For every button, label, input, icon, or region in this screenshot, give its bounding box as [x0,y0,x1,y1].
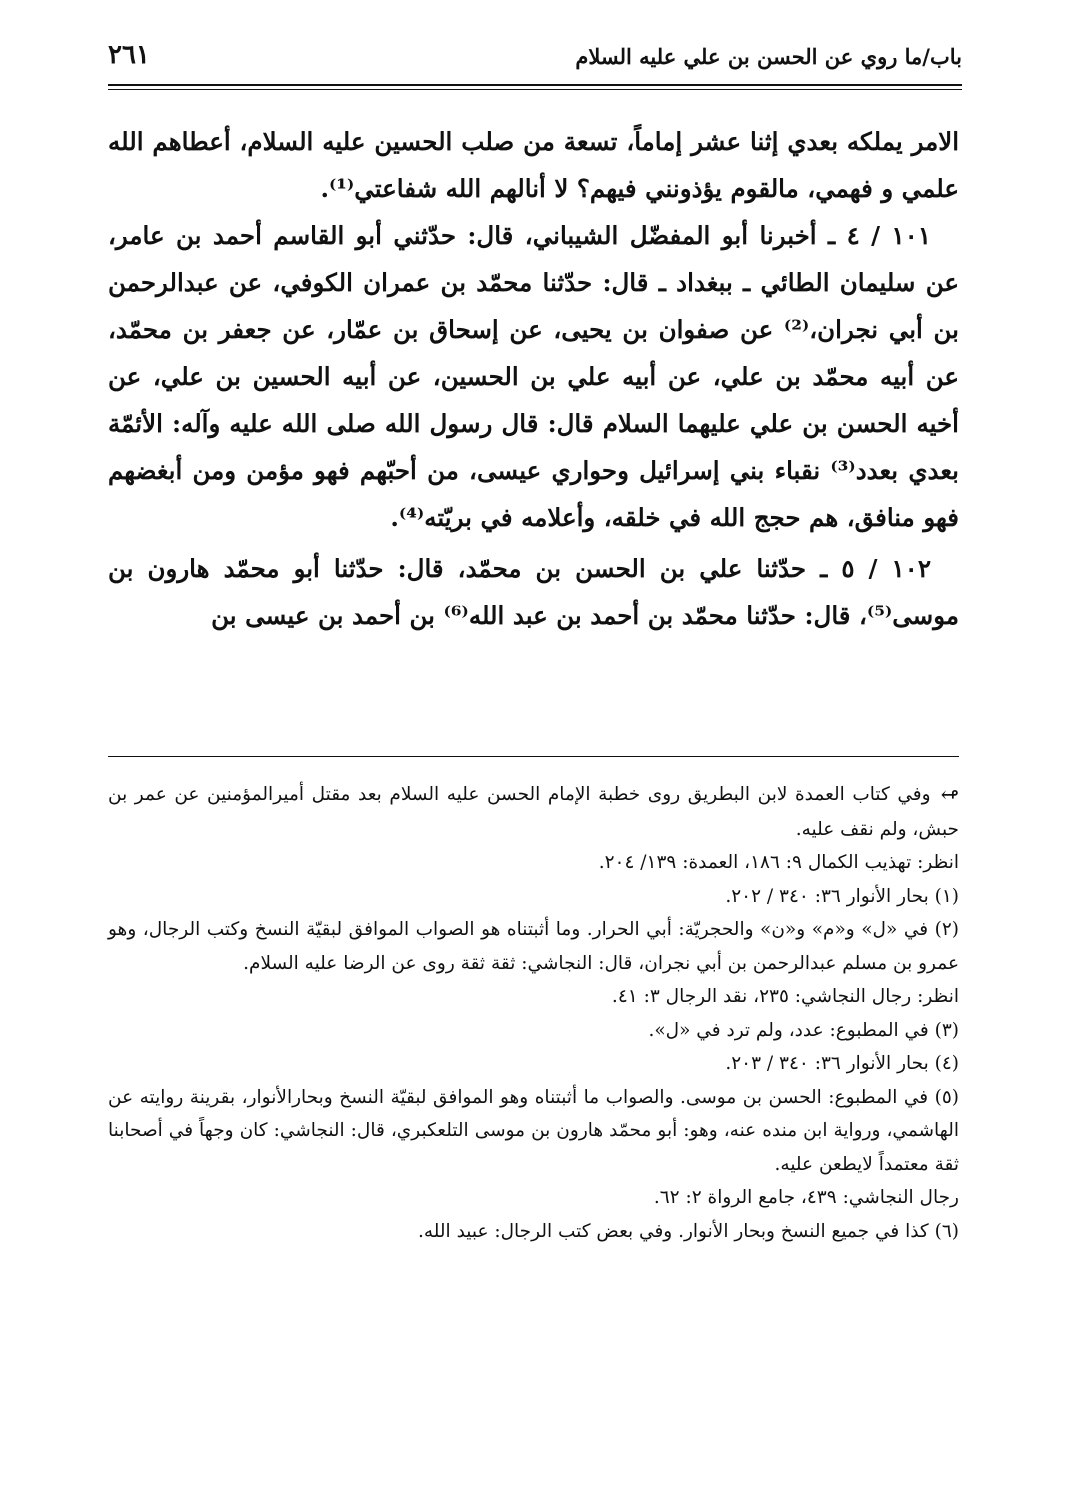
header-rule-thick [108,84,962,86]
page-number: ٢٦١ [108,40,150,70]
hadith-102: ١٠٢ / ٥ ـ حدّثنا علي بن الحسن بن محمّد، قال: حدّثنا أبو محمّد هارون بن موسى⁽⁵⁾، قال: حدّثنا محمّد بن أحمد بن عبد الله⁽⁶⁾ بن أحمد بن عيسى بن [108,554,959,630]
footnote-6: (٦) كذا في جميع النسخ وبحار الأنوار. وفي بعض كتب الرجال: عبيد الله. [417,1220,959,1242]
footnote-4: (٤) بحار الأنوار ٣٦: ٣٤٠ / ٢٠٣. [725,1053,959,1074]
main-text [108,118,959,639]
footnote-2-ref: انظر: رجال النجاشي: ٢٣٥، نقد الرجال ٣: ٤١. [611,986,959,1007]
footnote-separator [108,756,959,757]
footnotes [108,778,959,1248]
header-title: باب/ما روي عن الحسن بن علي عليه السلام [575,44,962,69]
footnote-intro-text: وفي كتاب العمدة لابن البطريق روى خطبة الإمام الحسن عليه السلام بعد مقتل أميرالمؤمنين عن عمر بن حبش، ولم نقف عليه. [108,784,959,840]
footnote-3: (٣) في المطبوع: عدد، ولم ترد في «ل». [648,1019,959,1041]
footnote-5-ref: رجال النجاشي: ٤٣٩، جامع الرواة ٢: ٦٢. [653,1187,959,1208]
hadith-101: ١٠١ / ٤ ـ أخبرنا أبو المفضّل الشيباني، قال: حدّثني أبو القاسم أحمد بن عامر، عن سليمان الطائي ـ ببغداد ـ قال: حدّثنا محمّد بن عمران الكوفي، عن عبدالرحمن بن أبي نجران،⁽²⁾ عن صفوان بن يحيى، عن إسحاق بن عمّار، عن جعفر بن محمّد، عن أبيه محمّد بن علي، عن أبيه علي بن الحسين، عن أبيه الحسين بن علي، عن أخيه الحسن بن علي عليهما السلام قال: قال رسول الله صلى الله عليه وآله: الأئمّة بعدي بعدد⁽³⁾ نقباء بني إسرائيل وحواري عيسى، من أحبّهم فهو مؤمن ومن أبغضهم فهو منافق، هم حجج الله في خلقه، وأعلامه في بريّته⁽⁴⁾. [108,221,959,532]
footnote-1: (١) بحار الأنوار ٣٦: ٣٤٠ / ٢٠٢. [725,885,959,907]
footnote-intro [108,778,959,846]
footnote-2: (٢) في «ل» و«م» و«ن» والحجريّة: أبي الحرار. وما أثبتناه هو الصواب الموافق لبقيّة النسخ وكتب الرجال، وهو عمرو بن مسلم عبدالرحمن بن أبي نجران، قال: النجاشي: ثقة ثقة روى عن الرضا عليه السلام. [108,919,959,974]
paragraph-1: الامر يملكه بعدي إثنا عشر إماماً، تسعة من صلب الحسين عليه السلام، أعطاهم الله علمي و فهمي، مالقوم يؤذونني فيهم؟ لا أنالهم الله شفاعتي⁽¹⁾. [108,127,959,203]
footnote-intro-ref: انظر: تهذيب الكمال ٩: ١٨٦، العمدة: ١٣٩/ ٢٠٤. [598,852,959,873]
footnote-5: (٥) في المطبوع: الحسن بن موسى. والصواب ما أثبتناه وهو الموافق لبقيّة النسخ وبحارالأنوار، بقرينة روايته عن الهاشمي، ورواية ابن منده عنه، وهو: أبو محمّد هارون بن موسى التلعكبري، قال: النجاشي: كان وجهاً في أصحابنا ثقة معتمداً لايطعن عليه. [108,1086,959,1175]
header-rule-thin [108,89,962,90]
continuation-mark-icon: ↫ [940,783,959,808]
running-header [108,38,962,84]
